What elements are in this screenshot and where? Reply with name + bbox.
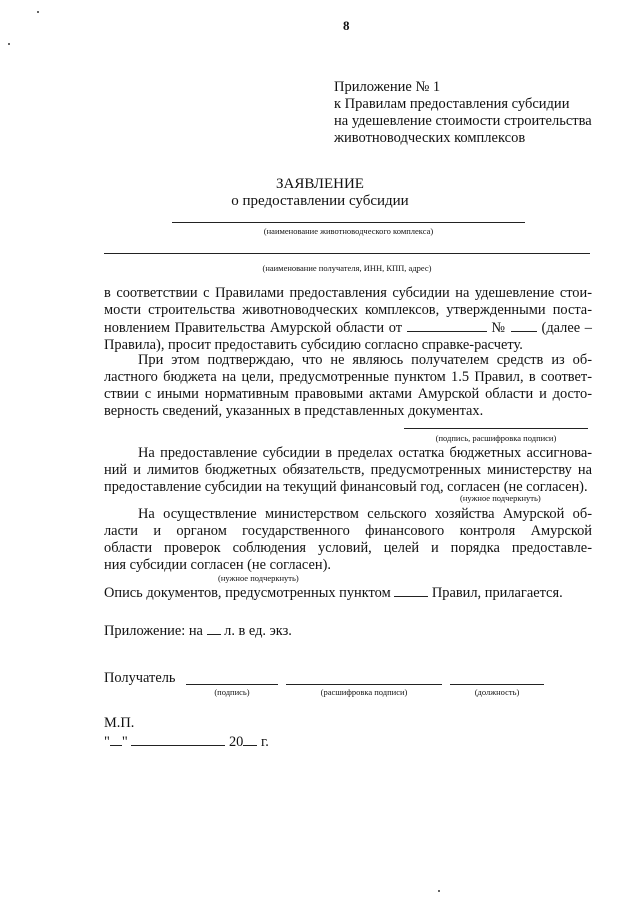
text-fragment: Опись документов, предусмотренных пунктом — [104, 585, 391, 601]
scan-speck — [438, 890, 440, 892]
resolution-number-blank[interactable] — [511, 319, 537, 332]
appendix-line: животноводческих комплексов — [334, 130, 526, 146]
text-line — [104, 319, 592, 337]
text-line: в соответствии с Правилами предоставления субсидии на удешевление стои- — [104, 285, 592, 301]
position-caption: (должность) — [474, 687, 520, 697]
scan-speck — [37, 11, 39, 13]
decode-caption: (расшифровка подписи) — [320, 687, 408, 697]
year-blank[interactable] — [243, 733, 257, 746]
day-blank[interactable] — [110, 733, 122, 746]
paragraph-consent-budget — [104, 445, 592, 496]
month-blank[interactable] — [131, 733, 225, 746]
text-line: ний и лимитов бюджетных обязательств, предусмотренных министерству на — [104, 462, 592, 478]
underline-note-2: (нужное подчеркнуть) — [218, 573, 299, 583]
inventory-line — [104, 584, 563, 602]
text-line: области проверок соблюдения условий, целей и порядка предоставле- — [104, 540, 592, 556]
text-line: верность сведений, указанных в представленных документах. — [104, 403, 484, 419]
text-fragment: (далее – — [541, 320, 592, 336]
document-subtitle: о предоставлении субсидии — [231, 193, 409, 209]
text-line: На осуществление министерством сельского хозяйства Амурской об- — [138, 506, 592, 522]
recipient-signature-line[interactable] — [186, 684, 278, 685]
sheet-count-blank[interactable] — [207, 622, 221, 635]
text-fragment: новлением Правительства Амурской области от — [104, 320, 403, 336]
date-line — [104, 733, 269, 751]
document-title: ЗАЯВЛЕНИЕ — [276, 176, 364, 192]
text-line: Правила), просит предоставить субсидию согласно справке-расчету. — [104, 337, 523, 353]
text-fragment: Правил, прилагается. — [431, 585, 563, 601]
signature-line[interactable] — [404, 428, 588, 429]
text-line: предоставление субсидии на текущий финансовый год, согласен (не согласен). — [104, 479, 588, 495]
recipient-position-line[interactable] — [450, 684, 544, 685]
text-fragment: № — [491, 320, 507, 336]
recipient-caption: (наименование получателя, ИНН, КПП, адрес) — [262, 263, 432, 273]
appendix-line: на удешевление стоимости строительства — [334, 113, 592, 129]
complex-name-line[interactable] — [172, 222, 525, 223]
text-line: ния субсидии согласен (не согласен). — [104, 557, 331, 573]
stamp-place: М.П. — [104, 715, 135, 731]
year-prefix: 20 — [228, 734, 244, 750]
recipient-label: Получатель — [104, 670, 176, 686]
text-line: мости строительства животноводческих комплексов, утвержденными поста- — [104, 302, 592, 318]
appendix-line: к Правилам предоставления субсидии — [334, 96, 570, 112]
clause-number-blank[interactable] — [394, 584, 428, 597]
paragraph-consent-inspection — [104, 506, 592, 574]
paragraph-confirmation — [104, 352, 592, 420]
recipient-decode-line[interactable] — [286, 684, 442, 685]
text-line: ствии с иными нормативным правовыми актами Амурской области и досто- — [104, 386, 592, 402]
text-line: ластного бюджета на цели, предусмотренные пунктом 1.5 Правил, в соответ- — [104, 369, 592, 385]
underline-note-1: (нужное подчеркнуть) — [460, 493, 541, 503]
signature-caption: (подпись, расшифровка подписи) — [435, 433, 557, 443]
resolution-date-blank[interactable] — [407, 319, 487, 332]
text-line: При этом подтверждаю, что не являюсь получателем средств из об- — [138, 352, 592, 368]
appendix-line: Приложение № 1 — [334, 79, 441, 95]
quote: " — [121, 734, 128, 750]
year-suffix: г. — [260, 734, 269, 750]
text-line: ласти и органом государственного финансового контроля Амурской — [104, 523, 592, 539]
paragraph-rules — [104, 285, 592, 354]
scan-speck — [8, 43, 10, 45]
text-fragment: Приложение: на — [104, 623, 203, 639]
text-fragment: л. в ед. экз. — [224, 623, 292, 639]
text-line: На предоставление субсидии в пределах остатка бюджетных ассигнова- — [138, 445, 592, 461]
complex-name-caption: (наименование животноводческого комплекса) — [263, 226, 434, 236]
sign-caption: (подпись) — [214, 687, 250, 697]
recipient-line[interactable] — [104, 253, 590, 254]
quote: " — [104, 734, 110, 750]
page-number: 8 — [343, 18, 350, 33]
attachment-line — [104, 622, 292, 640]
